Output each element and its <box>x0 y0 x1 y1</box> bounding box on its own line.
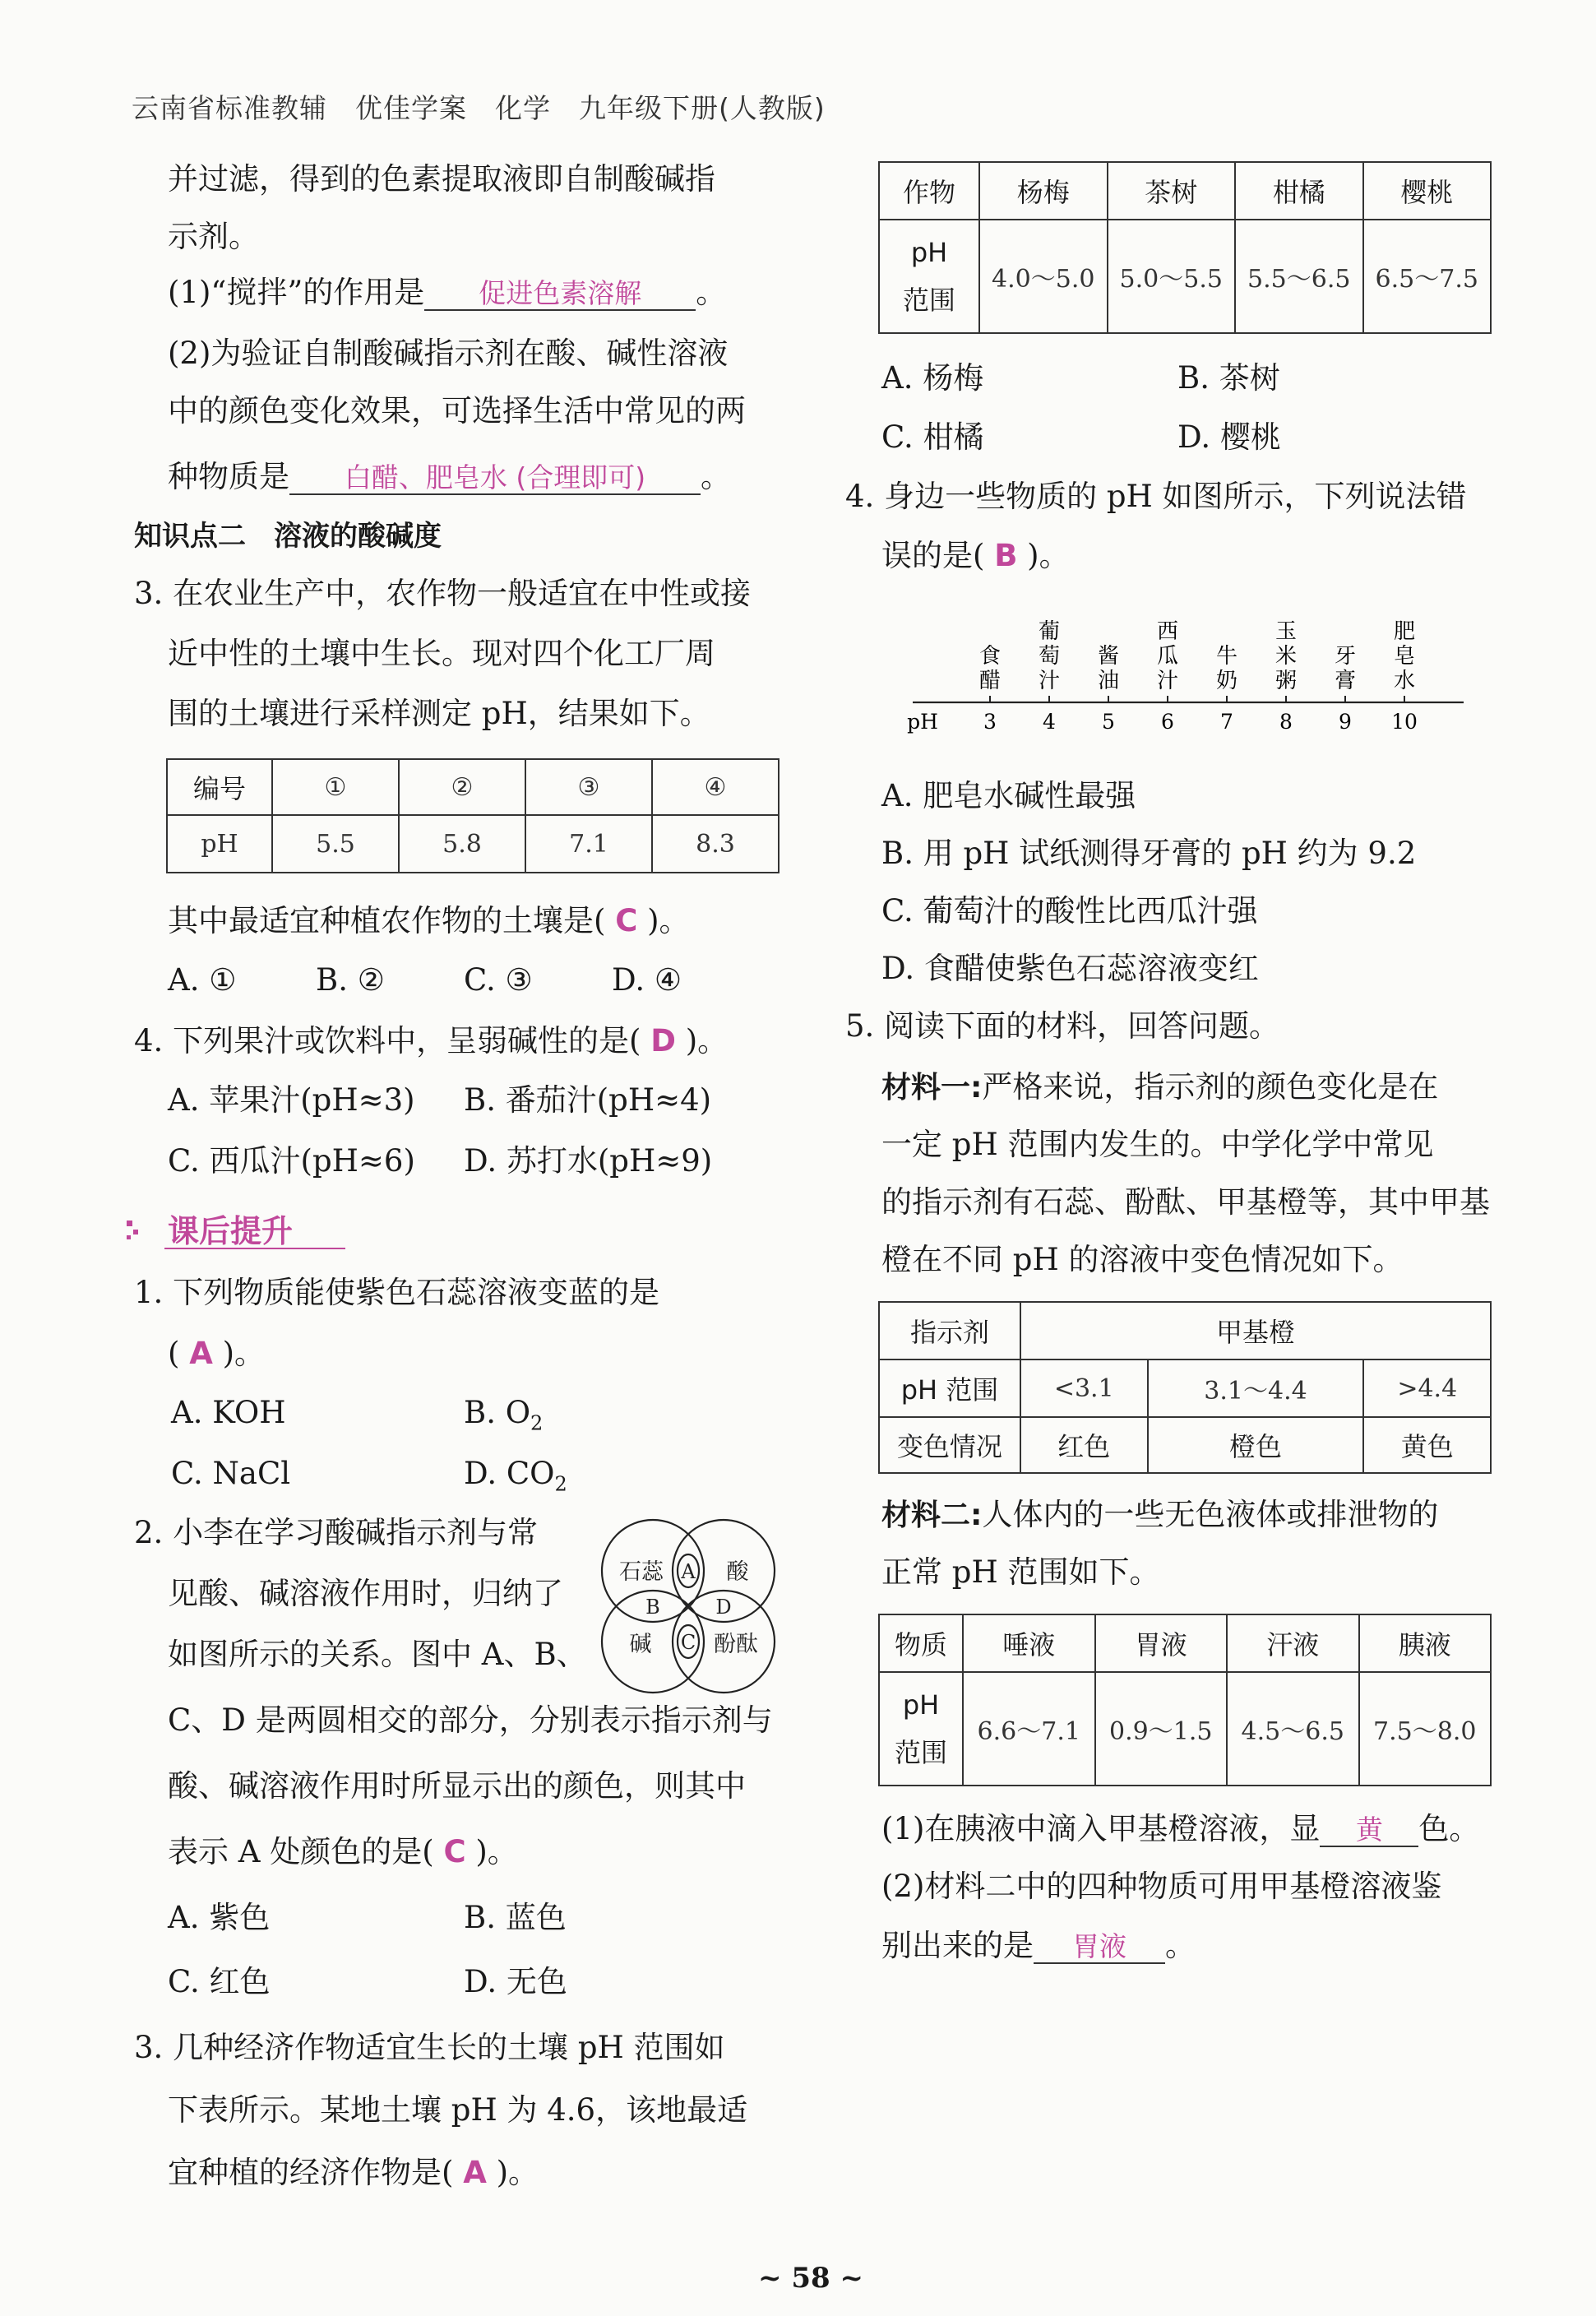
substance-label-char: 食 <box>978 644 1002 669</box>
answer-blank <box>289 461 701 495</box>
text-line: 一定 pH 范围内发生的。中学化学中常见 <box>881 1127 1434 1162</box>
venn-diagram <box>594 1512 783 1701</box>
text-line: 3. 在农业生产中，农作物一般适宜在中性或接 <box>134 576 752 611</box>
table-cell: 樱桃 <box>1363 162 1492 220</box>
substance-label-char: 瓜 <box>1156 644 1179 669</box>
question-text: 其中最适宜种植农作物的土壤是( <box>168 903 606 938</box>
text-line: 示剂。 <box>168 219 259 254</box>
table-cell: 物质 <box>879 1614 963 1672</box>
table-cell: 甲基橙 <box>1020 1302 1491 1359</box>
text-line: 橙在不同 pH 的溶液中变色情况如下。 <box>881 1242 1404 1277</box>
answer-text: D <box>650 1023 676 1058</box>
option-b: B. ② <box>316 962 385 998</box>
question-k1-answer <box>168 1337 265 1370</box>
table-cell: 杨梅 <box>979 162 1108 220</box>
option-a: A. 肥皂水碱性最强 <box>881 778 1136 813</box>
cell-line: pH <box>910 237 948 268</box>
substance-label-char: 萄 <box>1038 644 1061 669</box>
punctuation: )。 <box>647 903 690 938</box>
answer-text: C <box>443 1834 466 1869</box>
venn-label-c: C <box>680 1631 696 1654</box>
option-b: B. 茶树 <box>1177 360 1280 396</box>
punctuation: )。 <box>496 2155 539 2190</box>
table-cell: 4.5～6.5 <box>1227 1672 1359 1786</box>
ph-tick-label: 8 <box>1279 710 1293 734</box>
option-a: A. 苹果汁(pH≈3) <box>168 1082 415 1118</box>
table-cell: 柑橘 <box>1235 162 1363 220</box>
cell-line: pH <box>902 1689 940 1721</box>
text-line: 4. 身边一些物质的 pH 如图所示，下列说法错 <box>845 479 1467 514</box>
table-cell: 5.0～5.5 <box>1108 220 1236 333</box>
table-cell: 6.6～7.1 <box>963 1672 1095 1786</box>
ph-tick-label: 6 <box>1161 710 1174 734</box>
substance-label-char: 牛 <box>1215 644 1238 669</box>
question-text: 表示 A 处颜色的是( <box>168 1834 434 1869</box>
substance-label-char: 水 <box>1393 669 1416 693</box>
table-cell: 黄色 <box>1363 1417 1491 1473</box>
question-k3-answer <box>168 2156 539 2189</box>
ph-scale-diagram <box>904 600 1480 740</box>
text-line: 2. 小李在学习酸碱指示剂与常 <box>134 1515 539 1550</box>
option-d <box>464 1457 567 1500</box>
question-1-1 <box>168 276 726 311</box>
table-cell: >4.4 <box>1363 1359 1491 1417</box>
table-cell: 4.0～5.0 <box>979 220 1108 333</box>
table-cell: 5.5 <box>272 815 399 873</box>
punctuation: 。 <box>1165 1928 1196 1963</box>
soil-ph-table <box>166 758 779 873</box>
table-cell: 指示剂 <box>879 1302 1020 1359</box>
material-text: 人体内的一些无色液体或排泄物的 <box>982 1497 1439 1532</box>
indicator-table <box>878 1301 1492 1474</box>
table-cell: 汗液 <box>1227 1614 1359 1672</box>
answer-text: 黄 <box>1355 1813 1383 1846</box>
option-text: B. O <box>464 1395 531 1430</box>
answer-text: 胃液 <box>1072 1930 1126 1962</box>
table-cell: 6.5～7.5 <box>1363 220 1492 333</box>
text-line: 酸、碱溶液作用时所显示出的颜色，则其中 <box>168 1768 746 1804</box>
option-d: D. 无色 <box>464 1964 567 1999</box>
venn-label-jian: 碱 <box>629 1632 652 1657</box>
question-5-1 <box>881 1813 1479 1847</box>
ph-tick-label: 7 <box>1220 710 1233 734</box>
body-fluid-table <box>878 1614 1492 1786</box>
text-line: 见酸、碱溶液作用时，归纳了 <box>168 1576 563 1611</box>
question-text: 误的是( <box>881 538 985 573</box>
table-cell: 橙色 <box>1148 1417 1364 1473</box>
answer-text: A <box>189 1336 213 1371</box>
question-5-2 <box>881 1929 1196 1964</box>
question-4-stem <box>134 1025 728 1058</box>
table-cell: ③ <box>525 759 652 815</box>
table-cell: pH 范围 <box>879 1359 1020 1417</box>
ph-tick-label: 9 <box>1339 710 1352 734</box>
table-cell <box>879 220 979 333</box>
table-cell: 红色 <box>1020 1417 1148 1473</box>
table-cell: pH <box>167 815 272 873</box>
punctuation: 。 <box>701 459 731 494</box>
option-c: C. 柑橘 <box>881 419 984 455</box>
punctuation: )。 <box>475 1834 518 1869</box>
venn-label-fenzhi: 酚酞 <box>714 1632 758 1657</box>
table-cell: 编号 <box>167 759 272 815</box>
question-3-stem <box>168 905 690 938</box>
text-line: 如图所示的关系。图中 A、B、 <box>168 1637 587 1672</box>
answer-text: B <box>994 538 1018 573</box>
answer-text: C <box>615 903 638 938</box>
subscript: 2 <box>554 1472 567 1496</box>
answer-text: 促进色素溶解 <box>479 277 642 309</box>
substance-label-char: 皂 <box>1393 644 1416 669</box>
venn-label-suan: 酸 <box>726 1559 749 1585</box>
text-line: (2)为验证自制酸碱指示剂在酸、碱性溶液 <box>168 336 729 371</box>
answer-text: 白醋、肥皂水 (合理即可) <box>344 461 646 493</box>
option-a: A. 杨梅 <box>881 360 984 396</box>
table-cell: 胃液 <box>1095 1614 1228 1672</box>
punctuation: ( <box>168 1336 180 1371</box>
venn-label-b: B <box>645 1596 660 1619</box>
table-cell: 0.9～1.5 <box>1095 1672 1228 1786</box>
table-cell: 8.3 <box>652 815 779 873</box>
page-number: ~ 58 ~ <box>758 2262 863 2295</box>
punctuation: )。 <box>222 1336 266 1371</box>
ph-axis-label: pH <box>907 710 938 734</box>
section-title-kehou: 课后提升 <box>168 1213 294 1249</box>
substance-label-char: 玉 <box>1274 619 1298 644</box>
text-line: 下表所示。某地土壤 pH 为 4.6，该地最适 <box>168 2092 748 2128</box>
material-1-line <box>881 1071 1438 1105</box>
answer-blank <box>424 277 696 311</box>
substance-label-char: 醋 <box>978 669 1002 693</box>
text-line: 近中性的土壤中生长。现对四个化工厂周 <box>168 636 715 671</box>
text-line: 正常 pH 范围如下。 <box>881 1554 1160 1590</box>
question-1-2 <box>168 461 731 495</box>
answer-blank <box>1034 1930 1165 1964</box>
substance-label-char: 汁 <box>1038 669 1061 693</box>
punctuation: )。 <box>685 1023 729 1058</box>
question-k2-answer <box>168 1836 518 1869</box>
option-b: B. 番茄汁(pH≈4) <box>464 1082 712 1118</box>
question-text: 4. 下列果汁或饮料中，呈弱碱性的是( <box>134 1023 641 1058</box>
option-d: D. 食醋使紫色石蕊溶液变红 <box>881 951 1259 986</box>
table-cell: 变色情况 <box>879 1417 1020 1473</box>
option-c: C. NaCl <box>171 1456 291 1491</box>
table-cell: ① <box>272 759 399 815</box>
ph-tick-label: 3 <box>983 710 997 734</box>
substance-label-char: 粥 <box>1274 669 1298 693</box>
table-cell: <3.1 <box>1020 1359 1148 1417</box>
cell-line: 范围 <box>902 285 955 316</box>
option-c: C. 红色 <box>168 1964 271 1999</box>
option-a: A. ① <box>168 962 237 998</box>
text-line: 1. 下列物质能使紫色石蕊溶液变蓝的是 <box>134 1275 660 1310</box>
option-c: C. ③ <box>464 962 533 998</box>
crop-ph-table <box>878 161 1492 334</box>
table-cell <box>879 1672 963 1786</box>
substance-label-char: 牙 <box>1334 644 1357 669</box>
text-line: 并过滤，得到的色素提取液即自制酸碱指 <box>168 161 715 197</box>
question-text: 宜种植的经济作物是( <box>168 2155 454 2190</box>
option-d: D. 樱桃 <box>1177 419 1281 455</box>
option-b: B. 蓝色 <box>464 1900 567 1935</box>
ph-tick-label: 5 <box>1102 710 1115 734</box>
substance-label-char: 米 <box>1274 644 1298 669</box>
table-cell: 胰液 <box>1359 1614 1492 1672</box>
material-2-line <box>881 1498 1438 1532</box>
table-cell: ② <box>399 759 525 815</box>
table-cell: 5.5～6.5 <box>1235 220 1363 333</box>
text-line: 围的土壤进行采样测定 pH，结果如下。 <box>168 696 710 731</box>
answer-text: A <box>463 2155 487 2190</box>
subscript: 2 <box>530 1411 544 1435</box>
question-text: 别出来的是 <box>881 1928 1034 1963</box>
option-d: D. ④ <box>612 962 682 998</box>
punctuation: )。 <box>1027 538 1070 573</box>
option-b <box>464 1397 543 1439</box>
material-label: 材料二: <box>881 1498 983 1532</box>
table-cell: 茶树 <box>1108 162 1236 220</box>
substance-label-char: 油 <box>1097 669 1120 693</box>
text-line: 5. 阅读下面的材料，回答问题。 <box>845 1008 1280 1044</box>
table-cell: ④ <box>652 759 779 815</box>
section-title: 知识点二 溶液的酸碱度 <box>134 520 442 553</box>
option-d: D. 苏打水(pH≈9) <box>464 1143 713 1179</box>
answer-blank <box>1320 1813 1418 1847</box>
material-label: 材料一: <box>881 1071 983 1105</box>
substance-label-char: 膏 <box>1334 669 1357 693</box>
option-c: C. 葡萄汁的酸性比西瓜汁强 <box>881 893 1258 929</box>
venn-label-a: A <box>681 1560 696 1583</box>
ph-tick-label: 4 <box>1043 710 1056 734</box>
table-cell: 7.1 <box>525 815 652 873</box>
substance-label-char: 酱 <box>1097 644 1120 669</box>
table-cell: 作物 <box>879 162 979 220</box>
table-cell: 5.8 <box>399 815 525 873</box>
option-b: B. 用 pH 试纸测得牙膏的 pH 约为 9.2 <box>881 836 1417 871</box>
text-line: 3. 几种经济作物适宜生长的土壤 pH 范围如 <box>134 2030 725 2065</box>
punctuation: 。 <box>696 275 727 310</box>
option-a: A. KOH <box>171 1395 286 1430</box>
option-c: C. 西瓜汁(pH≈6) <box>168 1143 415 1179</box>
text-line: C、D 是两圆相交的部分，分别表示指示剂与 <box>168 1702 773 1738</box>
table-cell: 3.1～4.4 <box>1148 1359 1364 1417</box>
venn-label-d: D <box>715 1596 732 1619</box>
material-text: 严格来说，指示剂的颜色变化是在 <box>982 1069 1439 1105</box>
punctuation: 色。 <box>1418 1811 1480 1846</box>
page-header: 云南省标准教辅 优佳学案 化学 九年级下册(人教版) <box>132 92 826 124</box>
question-text: (1)“搅拌”的作用是 <box>168 275 425 310</box>
question-text: 种物质是 <box>168 459 289 494</box>
substance-label-char: 西 <box>1156 619 1179 644</box>
question-text: (1)在胰液中滴入甲基橙溶液，显 <box>881 1811 1321 1846</box>
text-line: 中的颜色变化效果，可选择生活中常见的两 <box>168 393 746 428</box>
venn-label-shirui: 石蕊 <box>619 1559 664 1585</box>
text-line: (2)材料二中的四种物质可用甲基橙溶液鉴 <box>881 1869 1442 1904</box>
substance-label-char: 葡 <box>1038 619 1061 644</box>
option-text: D. CO <box>464 1456 555 1491</box>
ph-tick-label: 10 <box>1391 710 1418 734</box>
substance-label-char: 肥 <box>1393 619 1416 644</box>
substance-label-char: 奶 <box>1215 669 1238 693</box>
text-line: 的指示剂有石蕊、酚酞、甲基橙等，其中甲基 <box>881 1184 1490 1220</box>
option-a: A. 紫色 <box>168 1900 271 1935</box>
question-k4-answer <box>881 540 1070 572</box>
table-cell: 7.5～8.0 <box>1359 1672 1492 1786</box>
cell-line: 范围 <box>894 1737 947 1768</box>
table-cell: 唾液 <box>963 1614 1095 1672</box>
substance-label-char: 汁 <box>1156 669 1179 693</box>
